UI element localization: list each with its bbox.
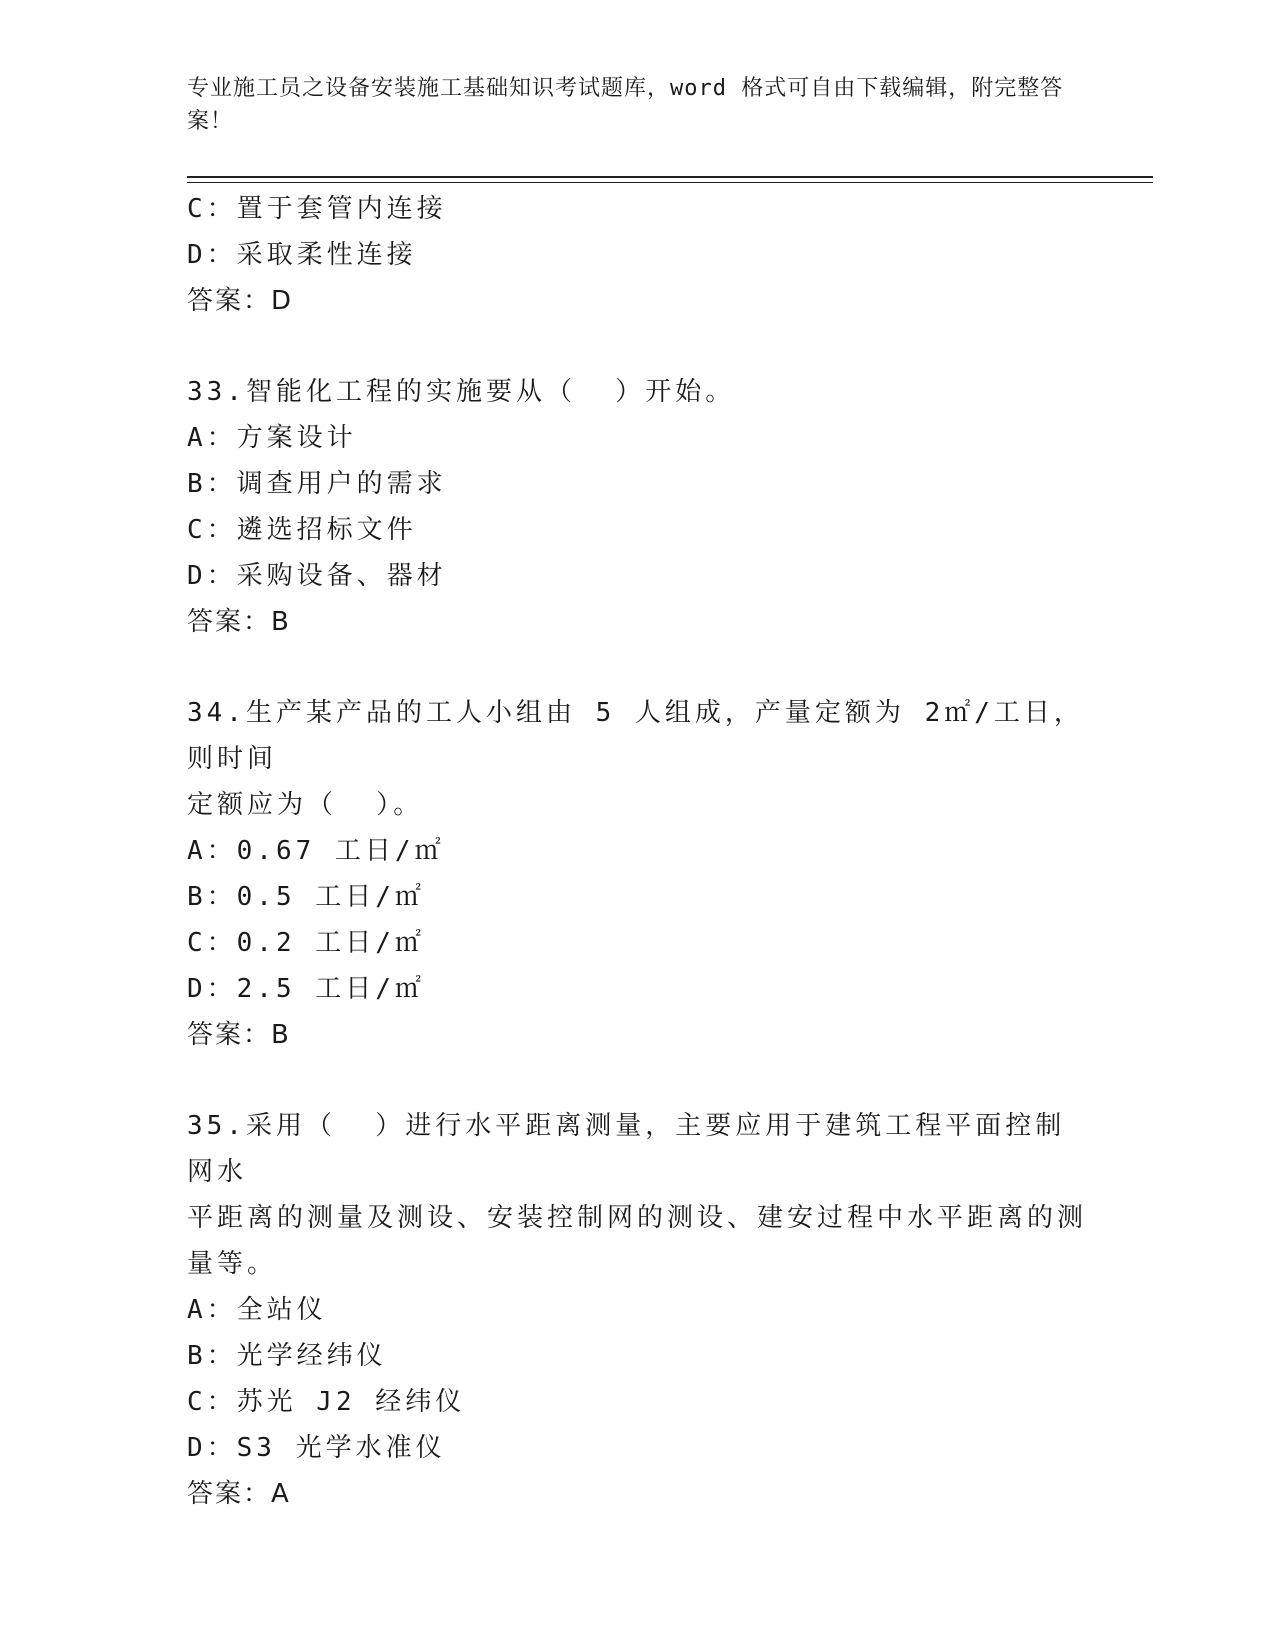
option-a: A：方案设计: [187, 423, 357, 453]
option-c: C：0.2 工日/㎡: [187, 928, 425, 958]
option-a: A：0.67 工日/㎡: [187, 836, 445, 866]
option-b: B：0.5 工日/㎡: [187, 882, 425, 912]
question-stem: 平距离的测量及测设、安装控制网的测设、建安过程中水平距离的测: [187, 1203, 1088, 1233]
spacer: [187, 324, 1087, 369]
option-d: D：2.5 工日/㎡: [187, 974, 425, 1004]
question-34: [187, 690, 1087, 1058]
option-c: C：苏光 J2 经纬仪: [187, 1387, 466, 1417]
option-b: B：调查用户的需求: [187, 469, 447, 499]
header-divider-thin: [187, 182, 1153, 183]
option-c: C：遴选招标文件: [187, 515, 417, 545]
spacer: [187, 1058, 1087, 1103]
question-33: [187, 369, 1087, 645]
spacer: [187, 645, 1087, 690]
answer-label: 答案：B: [187, 1020, 291, 1050]
option-d: D：采取柔性连接: [187, 240, 417, 270]
document-header: 专业施工员之设备安装施工基础知识考试题库，word 格式可自由下载编辑，附完整答案！: [187, 76, 1064, 134]
question-stem: 34.生产某产品的工人小组由 5 人组成，产量定额为 2㎡/工日，则时间: [187, 698, 1084, 774]
header-divider: [187, 176, 1153, 178]
answer-label: 答案：A: [187, 1479, 291, 1509]
question-stem: 量等。: [187, 1249, 278, 1279]
answer-label: 答案：D: [187, 286, 294, 316]
option-b: B：光学经纬仪: [187, 1341, 387, 1371]
option-d: D：采购设备、器材: [187, 561, 447, 591]
option-a: A：全站仪: [187, 1295, 327, 1325]
option-d: D：S3 光学水准仪: [187, 1433, 446, 1463]
question-35: [187, 1103, 1087, 1517]
question-stem: 定额应为（ ）。: [187, 790, 424, 820]
question-content: [187, 186, 1087, 1517]
answer-label: 答案：B: [187, 607, 291, 637]
question-stem: 35.采用（ ）进行水平距离测量，主要应用于建筑工程平面控制网水: [187, 1111, 1066, 1187]
question-32-tail: [187, 186, 1087, 324]
question-stem: 33.智能化工程的实施要从（ ）开始。: [187, 377, 736, 407]
option-c: C：置于套管内连接: [187, 194, 447, 224]
